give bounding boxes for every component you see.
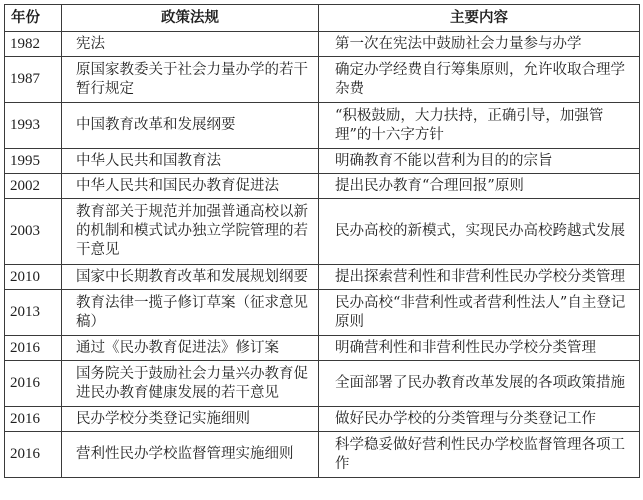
year-cell: 2002 bbox=[5, 174, 62, 199]
content-cell: 科学稳妥做好营利性民办学校监督管理各项工作 bbox=[319, 432, 640, 478]
content-cell: 明确营利性和非营利性民办学校分类管理 bbox=[319, 336, 640, 361]
policy-cell: 中华人民共和国教育法 bbox=[62, 149, 319, 174]
year-cell: 2013 bbox=[5, 290, 62, 336]
table-row bbox=[5, 265, 640, 290]
table-row bbox=[5, 407, 640, 432]
year-cell: 2016 bbox=[5, 361, 62, 407]
year-cell: 2010 bbox=[5, 265, 62, 290]
content-cell: 全面部署了民办教育改革发展的各项政策措施 bbox=[319, 361, 640, 407]
table-row bbox=[5, 199, 640, 265]
content-cell: 明确教育不能以营利为目的的宗旨 bbox=[319, 149, 640, 174]
header-content: 主要内容 bbox=[319, 5, 640, 32]
year-cell: 2016 bbox=[5, 336, 62, 361]
content-cell: 确定办学经费自行筹集原则，允许收取合理学杂费 bbox=[319, 57, 640, 103]
content-cell: 做好民办学校的分类管理与分类登记工作 bbox=[319, 407, 640, 432]
policy-cell: 民办学校分类登记实施细则 bbox=[62, 407, 319, 432]
content-cell: 第一次在宪法中鼓励社会力量参与办学 bbox=[319, 32, 640, 57]
content-cell: “积极鼓励，大力扶持，正确引导，加强管理”的十六字方针 bbox=[319, 103, 640, 149]
table-row bbox=[5, 432, 640, 478]
table-body bbox=[5, 32, 640, 478]
content-cell: 提出民办教育“合理回报”原则 bbox=[319, 174, 640, 199]
table-row bbox=[5, 103, 640, 149]
year-cell: 1995 bbox=[5, 149, 62, 174]
year-cell: 1993 bbox=[5, 103, 62, 149]
table-row bbox=[5, 57, 640, 103]
table-row bbox=[5, 149, 640, 174]
content-cell: 民办高校的新模式，实现民办高校跨越式发展 bbox=[319, 199, 640, 265]
policy-cell: 教育法律一揽子修订草案（征求意见稿） bbox=[62, 290, 319, 336]
policy-cell: 通过《民办教育促进法》修订案 bbox=[62, 336, 319, 361]
table-row bbox=[5, 32, 640, 57]
year-cell: 2003 bbox=[5, 199, 62, 265]
header-year: 年份 bbox=[5, 5, 62, 32]
table-row bbox=[5, 290, 640, 336]
year-cell: 1987 bbox=[5, 57, 62, 103]
policy-cell: 中国教育改革和发展纲要 bbox=[62, 103, 319, 149]
table-row bbox=[5, 174, 640, 199]
policy-cell: 教育部关于规范并加强普通高校以新的机制和模式试办独立学院管理的若干意见 bbox=[62, 199, 319, 265]
policy-cell: 国务院关于鼓励社会力量兴办教育促进民办教育健康发展的若干意见 bbox=[62, 361, 319, 407]
policy-cell: 中华人民共和国民办教育促进法 bbox=[62, 174, 319, 199]
policy-cell: 营利性民办学校监督管理实施细则 bbox=[62, 432, 319, 478]
policy-cell: 国家中长期教育改革和发展规划纲要 bbox=[62, 265, 319, 290]
policy-cell: 宪法 bbox=[62, 32, 319, 57]
table-header bbox=[5, 5, 640, 32]
table-row bbox=[5, 361, 640, 407]
year-cell: 2016 bbox=[5, 407, 62, 432]
content-cell: 民办高校“非营利性或者营利性法人”自主登记原则 bbox=[319, 290, 640, 336]
header-row bbox=[5, 5, 640, 32]
policy-table bbox=[4, 4, 640, 478]
table-row bbox=[5, 336, 640, 361]
content-cell: 提出探索营利性和非营利性民办学校分类管理 bbox=[319, 265, 640, 290]
policy-cell: 原国家教委关于社会力量办学的若干暂行规定 bbox=[62, 57, 319, 103]
year-cell: 2016 bbox=[5, 432, 62, 478]
year-cell: 1982 bbox=[5, 32, 62, 57]
header-policy: 政策法规 bbox=[62, 5, 319, 32]
